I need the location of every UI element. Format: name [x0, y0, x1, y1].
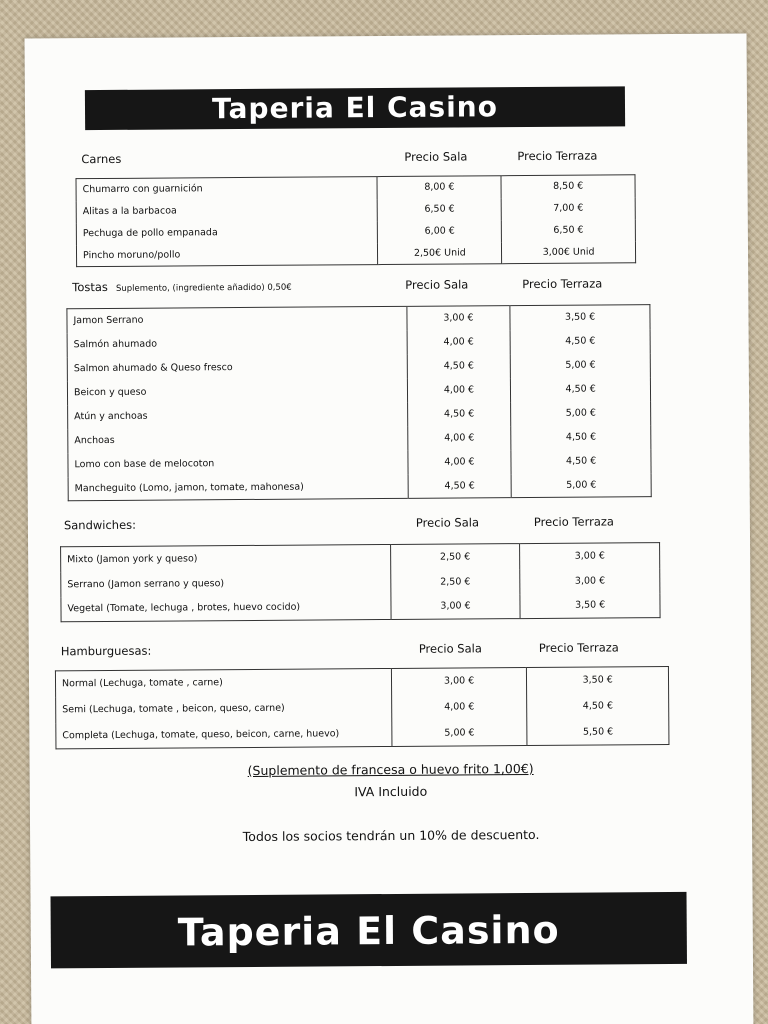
tostas-label-wrap [72, 279, 291, 295]
menu-item-row [56, 719, 669, 749]
price-sala: 3,00 € [407, 306, 511, 331]
tostas-table [66, 304, 651, 501]
item-name: Beicon y queso [73, 386, 147, 399]
item-name: Jamon Serrano [73, 314, 144, 327]
item-name: Chumarro con guarnición [82, 183, 203, 196]
price-sala: 2,50 € [390, 569, 520, 595]
menu-title-banner: Taperia El Casino [85, 86, 625, 130]
price-sala: 4,00 € [391, 694, 527, 721]
price-sala: 4,00 € [407, 330, 511, 355]
price-terraza: 6,50 € [502, 219, 636, 242]
supplement-note: (Suplemento de francesa o huevo frito 1,00€) [247, 760, 534, 778]
menu-item-row [61, 593, 660, 622]
price-sala: 8,00 € [377, 176, 501, 199]
menu-item-row [76, 241, 635, 267]
hamburguesas-label: Hamburguesas: [60, 643, 152, 659]
hamburguesas-header [61, 640, 671, 666]
sandwiches-terraza-header: Precio Terraza [533, 514, 614, 529]
iva-note: IVA Incluido [354, 783, 428, 800]
discount-note: Todos los socios tendrán un 10% de descuento. [242, 826, 540, 845]
carnes-table [75, 174, 636, 267]
item-name: Vegetal (Tomate, lechuga , brotes, huevo cocido) [67, 601, 301, 615]
carnes-sala-header: Precio Sala [404, 149, 468, 164]
item-name: Pechuga de pollo empanada [82, 227, 218, 240]
item-name: Normal (Lechuga, tomate , carne) [61, 677, 223, 690]
price-terraza: 7,00 € [501, 197, 635, 220]
item-name: Pincho moruno/pollo [82, 249, 181, 261]
sandwiches-label: Sandwiches: [63, 517, 137, 533]
item-name: Alitas a la barbacoa [82, 205, 177, 218]
price-terraza: 4,50 € [511, 377, 651, 402]
price-sala: 4,00 € [407, 426, 511, 451]
item-name: Semi (Lechuga, tomate , beicon, queso, carne) [62, 702, 285, 716]
price-sala: 6,00 € [378, 220, 502, 243]
price-terraza: 3,50 € [510, 305, 650, 330]
sandwiches-table [60, 542, 661, 622]
menu-sheet [25, 33, 754, 1024]
price-terraza: 4,50 € [511, 425, 651, 450]
item-name: Completa (Lechuga, tomate, queso, beicon, carne, huevo) [62, 728, 340, 742]
item-name: Atún y anchoas [74, 410, 148, 423]
price-sala: 4,00 € [407, 378, 511, 403]
tostas-supplement: Suplemento, (ingrediente añadido) 0,50€ [115, 282, 292, 294]
item-name: Salmón ahumado [73, 338, 158, 351]
tostas-sala-header: Precio Sala [405, 277, 469, 292]
tostas-terraza-header: Precio Terraza [522, 276, 603, 292]
price-sala: 5,00 € [392, 720, 528, 747]
hamburguesas-table [55, 666, 670, 749]
price-terraza: 8,50 € [501, 175, 635, 198]
price-terraza: 4,50 € [511, 449, 651, 474]
hamburguesas-terraza-header: Precio Terraza [538, 640, 619, 655]
item-name: Mancheguito (Lomo, jamon, tomate, mahonesa) [74, 481, 304, 494]
price-terraza: 5,50 € [527, 719, 669, 746]
price-terraza: 3,00 € [520, 543, 660, 569]
price-sala: 4,00 € [408, 450, 512, 475]
carnes-label: Carnes [81, 151, 122, 167]
tostas-label: Tostas [72, 279, 108, 295]
price-terraza: 3,00€ Unid [502, 241, 636, 264]
sandwiches-header [64, 514, 664, 540]
price-sala: 4,50 € [407, 354, 511, 379]
price-sala: 3,00 € [391, 594, 521, 620]
price-sala: 6,50 € [378, 198, 502, 221]
price-sala: 4,50 € [407, 402, 511, 427]
price-sala: 4,50 € [408, 474, 512, 499]
hamburguesas-sala-header: Precio Sala [418, 641, 482, 656]
sandwiches-sala-header: Precio Sala [415, 515, 480, 530]
price-terraza: 5,00 € [511, 473, 651, 498]
price-terraza: 5,00 € [511, 353, 651, 378]
price-terraza: 4,50 € [527, 693, 669, 720]
item-name: Salmon ahumado & Queso fresco [73, 362, 233, 375]
price-sala: 2,50€ Unid [378, 242, 502, 265]
price-terraza: 3,00 € [520, 568, 660, 594]
price-sala: 3,00 € [391, 668, 527, 695]
tostas-header [72, 276, 652, 302]
price-sala: 2,50 € [390, 544, 520, 570]
menu-item-row [68, 473, 651, 501]
price-terraza: 3,50 € [520, 593, 660, 619]
price-terraza: 5,00 € [511, 401, 651, 426]
item-name: Mixto (Jamon york y queso) [67, 553, 198, 565]
item-name: Lomo con base de melocoton [74, 458, 215, 471]
carnes-terraza-header: Precio Terraza [517, 148, 598, 164]
footer-title-banner: Taperia El Casino [51, 892, 687, 968]
price-terraza: 4,50 € [510, 329, 650, 354]
item-name: Anchoas [74, 434, 115, 447]
price-terraza: 3,50 € [527, 667, 669, 694]
item-name: Serrano (Jamon serrano y queso) [67, 577, 225, 590]
carnes-header [81, 148, 641, 174]
